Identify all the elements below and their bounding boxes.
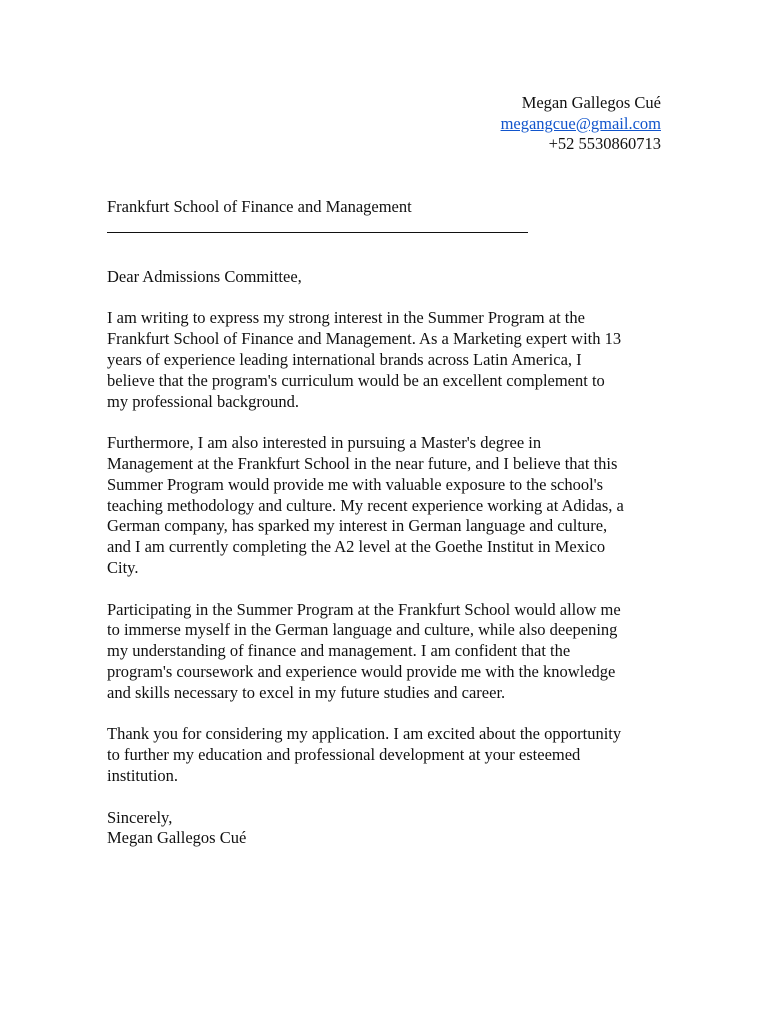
paragraph-1 — [107, 308, 667, 412]
paragraph-2-line: City. — [107, 557, 139, 577]
recipient-underline — [107, 218, 528, 233]
sender-block — [501, 93, 661, 155]
signature: Megan Gallegos Cué — [107, 828, 247, 848]
paragraph-4-line: Thank you for considering my application. I am excited about the opportunity — [107, 724, 622, 744]
paragraph-1-line: Frankfurt School of Finance and Management. As a Marketing expert with 13 — [107, 329, 622, 349]
paragraph-4-line: to further my education and professional development at your esteemed — [107, 745, 581, 765]
sender-phone: +52 5530860713 — [548, 134, 661, 153]
paragraph-1-line: believe that the program's curriculum would be an excellent complement to — [107, 370, 605, 390]
paragraph-3-line: Participating in the Summer Program at the Frankfurt School would allow me — [107, 599, 621, 619]
paragraph-3-line: and skills necessary to excel in my future studies and career. — [107, 682, 506, 702]
salutation: Dear Admissions Committee, — [107, 266, 302, 286]
sender-name: Megan Gallegos Cué — [521, 93, 661, 112]
paragraph-2-line: Management at the Frankfurt School in the near future, and I believe that this — [107, 453, 618, 473]
paragraph-1-line: my professional background. — [107, 391, 299, 411]
paragraph-3 — [107, 600, 667, 704]
paragraph-4 — [107, 724, 667, 786]
paragraph-2 — [107, 433, 667, 579]
paragraph-3-line: my understanding of finance and management. I am confident that the — [107, 641, 571, 661]
paragraph-3-line: program's coursework and experience would provide me with the knowledge — [107, 661, 616, 681]
recipient-institution: Frankfurt School of Finance and Management — [107, 197, 412, 216]
paragraph-1-line: years of experience leading international brands across Latin America, I — [107, 349, 582, 369]
paragraph-4-line: institution. — [107, 765, 179, 785]
sender-email-link[interactable]: megangcue@gmail.com — [500, 113, 661, 133]
paragraph-2-line: German company, has sparked my interest in German language and culture, — [107, 516, 608, 536]
letter-body — [107, 197, 667, 849]
paragraph-1-line: I am writing to express my strong interest in the Summer Program at the — [107, 308, 585, 328]
paragraph-2-line: teaching methodology and culture. My recent experience working at Adidas, a — [107, 495, 624, 515]
paragraph-2-line: Furthermore, I am also interested in pursuing a Master's degree in — [107, 433, 542, 453]
paragraph-2-line: Summer Program would provide me with valuable exposure to the school's — [107, 474, 604, 494]
paragraph-3-line: to immerse myself in the German language and culture, while also deepening — [107, 620, 618, 640]
paragraph-2-line: and I am currently completing the A2 level at the Goethe Institut in Mexico — [107, 537, 606, 557]
closing: Sincerely, — [107, 807, 173, 827]
